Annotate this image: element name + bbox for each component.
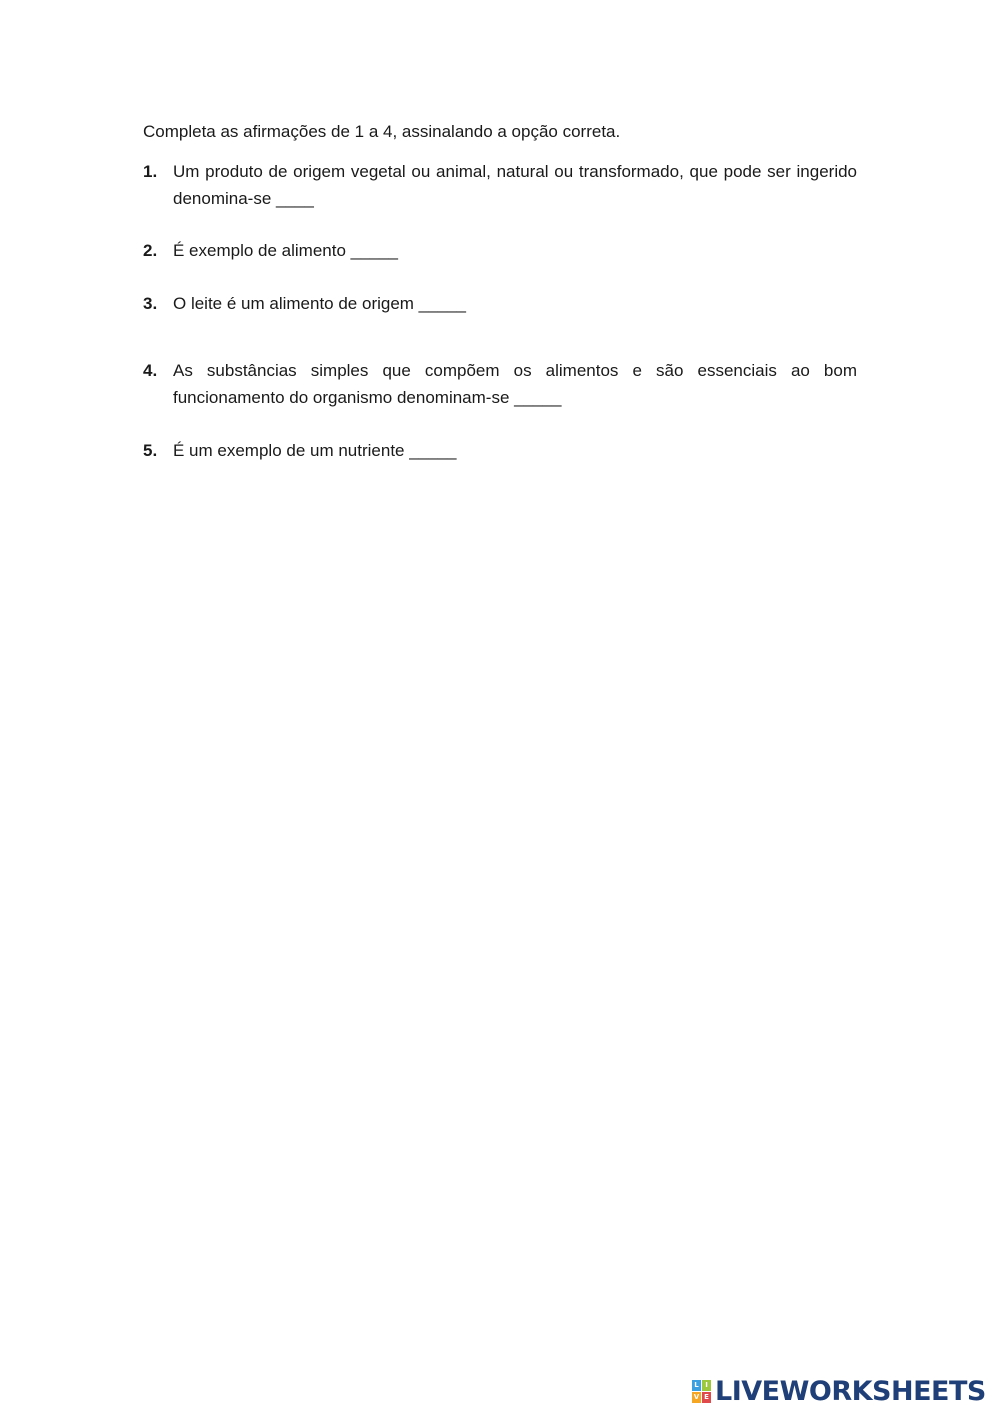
- question-number: 5.: [143, 441, 158, 460]
- question-item: [143, 437, 857, 464]
- question-text: É exemplo de alimento _____: [173, 241, 398, 260]
- question-text: As substâncias simples que compõem os alimentos e são essenciais ao bom funcionamento do organismo denominam-se _____: [173, 361, 857, 407]
- question-item: [143, 357, 857, 411]
- question-text: O leite é um alimento de origem _____: [173, 294, 466, 313]
- question-item: [143, 158, 857, 212]
- question-number: 1.: [143, 162, 158, 181]
- question-number: 3.: [143, 294, 158, 313]
- liveworksheets-logo: [692, 1374, 986, 1408]
- live-icon: L I V E: [692, 1380, 711, 1403]
- instruction-text: Completa as afirmações de 1 a 4, assinalando a opção correta.: [143, 122, 621, 141]
- question-item: [143, 290, 857, 317]
- question-number: 4.: [143, 361, 158, 380]
- question-number: 2.: [143, 241, 158, 260]
- question-text: Um produto de origem vegetal ou animal, natural ou transformado, que pode ser ingerido denomina-se ____: [173, 162, 857, 208]
- question-item: [143, 237, 857, 264]
- question-text: É um exemplo de um nutriente _____: [173, 441, 457, 460]
- logo-text: LIVEWORKSHEETS: [715, 1375, 986, 1407]
